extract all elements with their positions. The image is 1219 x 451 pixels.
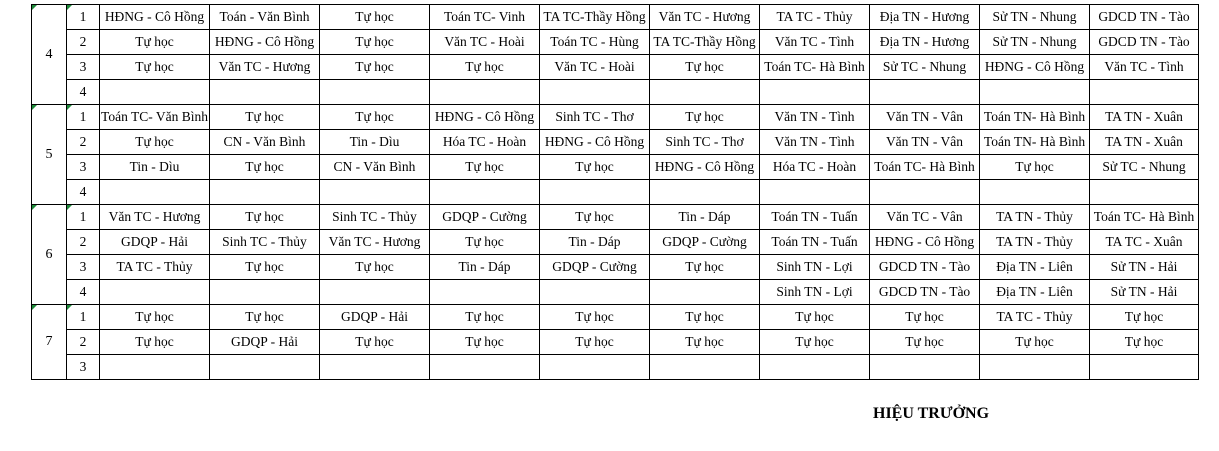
subject-cell: TA TC - Thủy xyxy=(100,255,210,280)
subject-cell: Tự học xyxy=(760,305,870,330)
day-cell: 5 xyxy=(32,105,67,205)
subject-cell xyxy=(320,280,430,305)
subject-cell: Tự học xyxy=(760,330,870,355)
subject-cell: Tự học xyxy=(650,305,760,330)
subject-cell: Tự học xyxy=(540,155,650,180)
period-cell: 3 xyxy=(67,355,100,380)
subject-cell: TA TC-Thầy Hồng xyxy=(540,5,650,30)
period-cell: 4 xyxy=(67,80,100,105)
subject-cell xyxy=(430,355,540,380)
subject-cell: TA TC - Xuân xyxy=(1090,230,1199,255)
day-cell: 7 xyxy=(32,305,67,380)
subject-cell xyxy=(540,180,650,205)
period-cell: 1 xyxy=(67,5,100,30)
period-cell: 1 xyxy=(67,205,100,230)
subject-cell xyxy=(210,280,320,305)
period-cell: 4 xyxy=(67,180,100,205)
subject-cell xyxy=(760,80,870,105)
subject-cell: GDQP - Hải xyxy=(100,230,210,255)
table-row xyxy=(32,205,1199,230)
table-row xyxy=(32,305,1199,330)
subject-cell: Tự học xyxy=(1090,330,1199,355)
subject-cell: TA TN - Xuân xyxy=(1090,105,1199,130)
subject-cell: Văn TC - Hương xyxy=(210,55,320,80)
subject-cell: Tự học xyxy=(870,305,980,330)
subject-cell: GDQP - Cường xyxy=(540,255,650,280)
period-cell: 3 xyxy=(67,155,100,180)
subject-cell: Tự học xyxy=(100,55,210,80)
timetable-grid xyxy=(31,4,1199,380)
subject-cell: Văn TN - Tình xyxy=(760,105,870,130)
subject-cell xyxy=(100,180,210,205)
subject-cell: TA TN - Xuân xyxy=(1090,130,1199,155)
subject-cell: Tự học xyxy=(870,330,980,355)
period-cell: 2 xyxy=(67,130,100,155)
subject-cell: Tự học xyxy=(650,105,760,130)
subject-cell: GDCD TN - Tào xyxy=(1090,5,1199,30)
subject-cell xyxy=(210,355,320,380)
table-row xyxy=(32,255,1199,280)
period-cell: 3 xyxy=(67,255,100,280)
subject-cell: Tự học xyxy=(430,230,540,255)
subject-cell: Văn TC - Hương xyxy=(320,230,430,255)
subject-cell: Tự học xyxy=(210,155,320,180)
subject-cell: Sinh TC - Thơ xyxy=(540,105,650,130)
subject-cell: Toán TN- Hà Bình xyxy=(980,130,1090,155)
subject-cell: Tự học xyxy=(320,255,430,280)
subject-cell xyxy=(650,180,760,205)
subject-cell: Toán TC- Vinh xyxy=(430,5,540,30)
subject-cell xyxy=(650,355,760,380)
subject-cell: Văn TC - Tình xyxy=(1090,55,1199,80)
day-cell: 4 xyxy=(32,5,67,105)
subject-cell: Sinh TC - Thủy xyxy=(210,230,320,255)
subject-cell: HĐNG - Cô Hồng xyxy=(650,155,760,180)
subject-cell: Tự học xyxy=(100,330,210,355)
period-cell: 2 xyxy=(67,330,100,355)
subject-cell: TA TC - Thủy xyxy=(760,5,870,30)
subject-cell xyxy=(210,180,320,205)
period-cell: 1 xyxy=(67,305,100,330)
principal-signature-label: HIỆU TRƯỞNG xyxy=(873,405,990,422)
subject-cell: Tự học xyxy=(210,255,320,280)
subject-cell: Văn TC - Tình xyxy=(760,30,870,55)
subject-cell xyxy=(320,80,430,105)
subject-cell: Tin - Dáp xyxy=(540,230,650,255)
subject-cell: TA TC - Thủy xyxy=(980,305,1090,330)
subject-cell: Tự học xyxy=(540,330,650,355)
subject-cell: Sử TN - Nhung xyxy=(980,30,1090,55)
subject-cell: Tự học xyxy=(650,255,760,280)
subject-cell xyxy=(540,80,650,105)
subject-cell xyxy=(760,355,870,380)
subject-cell: TA TC-Thầy Hồng xyxy=(650,30,760,55)
subject-cell: Tự học xyxy=(980,155,1090,180)
subject-cell: Văn TC - Hương xyxy=(650,5,760,30)
table-row xyxy=(32,180,1199,205)
table-row xyxy=(32,230,1199,255)
subject-cell: HĐNG - Cô Hồng xyxy=(210,30,320,55)
table-row xyxy=(32,80,1199,105)
subject-cell: Tự học xyxy=(320,330,430,355)
subject-cell: Tin - Dìu xyxy=(100,155,210,180)
table-row xyxy=(32,55,1199,80)
subject-cell: Địa TN - Liên xyxy=(980,255,1090,280)
subject-cell: Toán TC- Hà Bình xyxy=(1090,205,1199,230)
subject-cell: Tự học xyxy=(320,55,430,80)
subject-cell: Địa TN - Hương xyxy=(870,5,980,30)
subject-cell: Sử TN - Nhung xyxy=(980,5,1090,30)
subject-cell: Sử TN - Hải xyxy=(1090,280,1199,305)
subject-cell xyxy=(540,355,650,380)
subject-cell: Toán TC - Hùng xyxy=(540,30,650,55)
subject-cell: Sinh TN - Lợi xyxy=(760,280,870,305)
subject-cell: Toán TN- Hà Bình xyxy=(980,105,1090,130)
subject-cell: Tự học xyxy=(320,30,430,55)
subject-cell: HĐNG - Cô Hồng xyxy=(980,55,1090,80)
day-cell: 6 xyxy=(32,205,67,305)
subject-cell: Văn TC - Hoài xyxy=(430,30,540,55)
subject-cell: HĐNG - Cô Hồng xyxy=(870,230,980,255)
period-cell: 3 xyxy=(67,55,100,80)
subject-cell: Tự học xyxy=(100,305,210,330)
period-cell: 1 xyxy=(67,105,100,130)
subject-cell: Tự học xyxy=(210,205,320,230)
subject-cell xyxy=(320,180,430,205)
subject-cell: TA TN - Thủy xyxy=(980,230,1090,255)
subject-cell xyxy=(430,280,540,305)
subject-cell: GDCD TN - Tào xyxy=(870,255,980,280)
subject-cell: CN - Văn Bình xyxy=(210,130,320,155)
subject-cell xyxy=(980,80,1090,105)
subject-cell: HĐNG - Cô Hồng xyxy=(100,5,210,30)
subject-cell: GDQP - Hải xyxy=(210,330,320,355)
subject-cell xyxy=(210,80,320,105)
subject-cell: Hóa TC - Hoàn xyxy=(760,155,870,180)
table-row xyxy=(32,5,1199,30)
subject-cell xyxy=(540,280,650,305)
subject-cell xyxy=(980,355,1090,380)
subject-cell: Văn TN - Vân xyxy=(870,130,980,155)
table-row xyxy=(32,155,1199,180)
subject-cell: Sử TN - Hải xyxy=(1090,255,1199,280)
subject-cell: Tự học xyxy=(100,130,210,155)
subject-cell: Toán TN - Tuấn xyxy=(760,205,870,230)
subject-cell: Tin - Dáp xyxy=(650,205,760,230)
period-cell: 2 xyxy=(67,30,100,55)
subject-cell: Văn TN - Tình xyxy=(760,130,870,155)
subject-cell: Tin - Dáp xyxy=(430,255,540,280)
subject-cell: Toán TN - Tuấn xyxy=(760,230,870,255)
subject-cell: HĐNG - Cô Hồng xyxy=(540,130,650,155)
subject-cell: Sử TC - Nhung xyxy=(1090,155,1199,180)
period-cell: 2 xyxy=(67,230,100,255)
subject-cell: Văn TN - Vân xyxy=(870,105,980,130)
subject-cell: GDQP - Hải xyxy=(320,305,430,330)
table-row xyxy=(32,105,1199,130)
subject-cell: TA TN - Thủy xyxy=(980,205,1090,230)
subject-cell xyxy=(430,180,540,205)
subject-cell: Tự học xyxy=(210,105,320,130)
subject-cell: Toán TC- Hà Bình xyxy=(870,155,980,180)
subject-cell xyxy=(100,280,210,305)
subject-cell xyxy=(320,355,430,380)
subject-cell xyxy=(650,80,760,105)
subject-cell: Sinh TC - Thủy xyxy=(320,205,430,230)
subject-cell: Sử TC - Nhung xyxy=(870,55,980,80)
subject-cell xyxy=(100,80,210,105)
subject-cell xyxy=(870,180,980,205)
subject-cell: GDCD TN - Tào xyxy=(1090,30,1199,55)
subject-cell: Tự học xyxy=(540,205,650,230)
subject-cell: CN - Văn Bình xyxy=(320,155,430,180)
subject-cell xyxy=(1090,80,1199,105)
subject-cell: HĐNG - Cô Hồng xyxy=(430,105,540,130)
subject-cell: Tự học xyxy=(320,5,430,30)
subject-cell: Toán TC- Văn Bình xyxy=(100,105,210,130)
subject-cell: Hóa TC - Hoàn xyxy=(430,130,540,155)
subject-cell: Tự học xyxy=(320,105,430,130)
subject-cell: Tự học xyxy=(650,55,760,80)
subject-cell xyxy=(100,355,210,380)
subject-cell: Tự học xyxy=(430,155,540,180)
subject-cell: Tự học xyxy=(210,305,320,330)
subject-cell: Sinh TC - Thơ xyxy=(650,130,760,155)
subject-cell: Tự học xyxy=(1090,305,1199,330)
table-row xyxy=(32,130,1199,155)
subject-cell: Tự học xyxy=(540,305,650,330)
subject-cell: Tự học xyxy=(430,330,540,355)
subject-cell: Tự học xyxy=(430,55,540,80)
subject-cell: GDQP - Cường xyxy=(650,230,760,255)
subject-cell: Tự học xyxy=(980,330,1090,355)
subject-cell: Tự học xyxy=(650,330,760,355)
subject-cell: Toán - Văn Bình xyxy=(210,5,320,30)
subject-cell: Địa TN - Liên xyxy=(980,280,1090,305)
subject-cell: Văn TC - Hoài xyxy=(540,55,650,80)
subject-cell: Tự học xyxy=(100,30,210,55)
period-cell: 4 xyxy=(67,280,100,305)
subject-cell: Toán TC- Hà Bình xyxy=(760,55,870,80)
subject-cell: Sinh TN - Lợi xyxy=(760,255,870,280)
table-row xyxy=(32,330,1199,355)
table-row xyxy=(32,355,1199,380)
subject-cell: Tự học xyxy=(430,305,540,330)
subject-cell: GDQP - Cường xyxy=(430,205,540,230)
subject-cell xyxy=(980,180,1090,205)
subject-cell xyxy=(870,355,980,380)
subject-cell xyxy=(650,280,760,305)
subject-cell xyxy=(430,80,540,105)
subject-cell: Địa TN - Hương xyxy=(870,30,980,55)
subject-cell: GDCD TN - Tào xyxy=(870,280,980,305)
table-row xyxy=(32,280,1199,305)
table-row xyxy=(32,30,1199,55)
subject-cell: Văn TC - Vân xyxy=(870,205,980,230)
subject-cell xyxy=(760,180,870,205)
subject-cell: Tin - Dìu xyxy=(320,130,430,155)
subject-cell xyxy=(870,80,980,105)
subject-cell xyxy=(1090,355,1199,380)
subject-cell: Văn TC - Hương xyxy=(100,205,210,230)
subject-cell xyxy=(1090,180,1199,205)
